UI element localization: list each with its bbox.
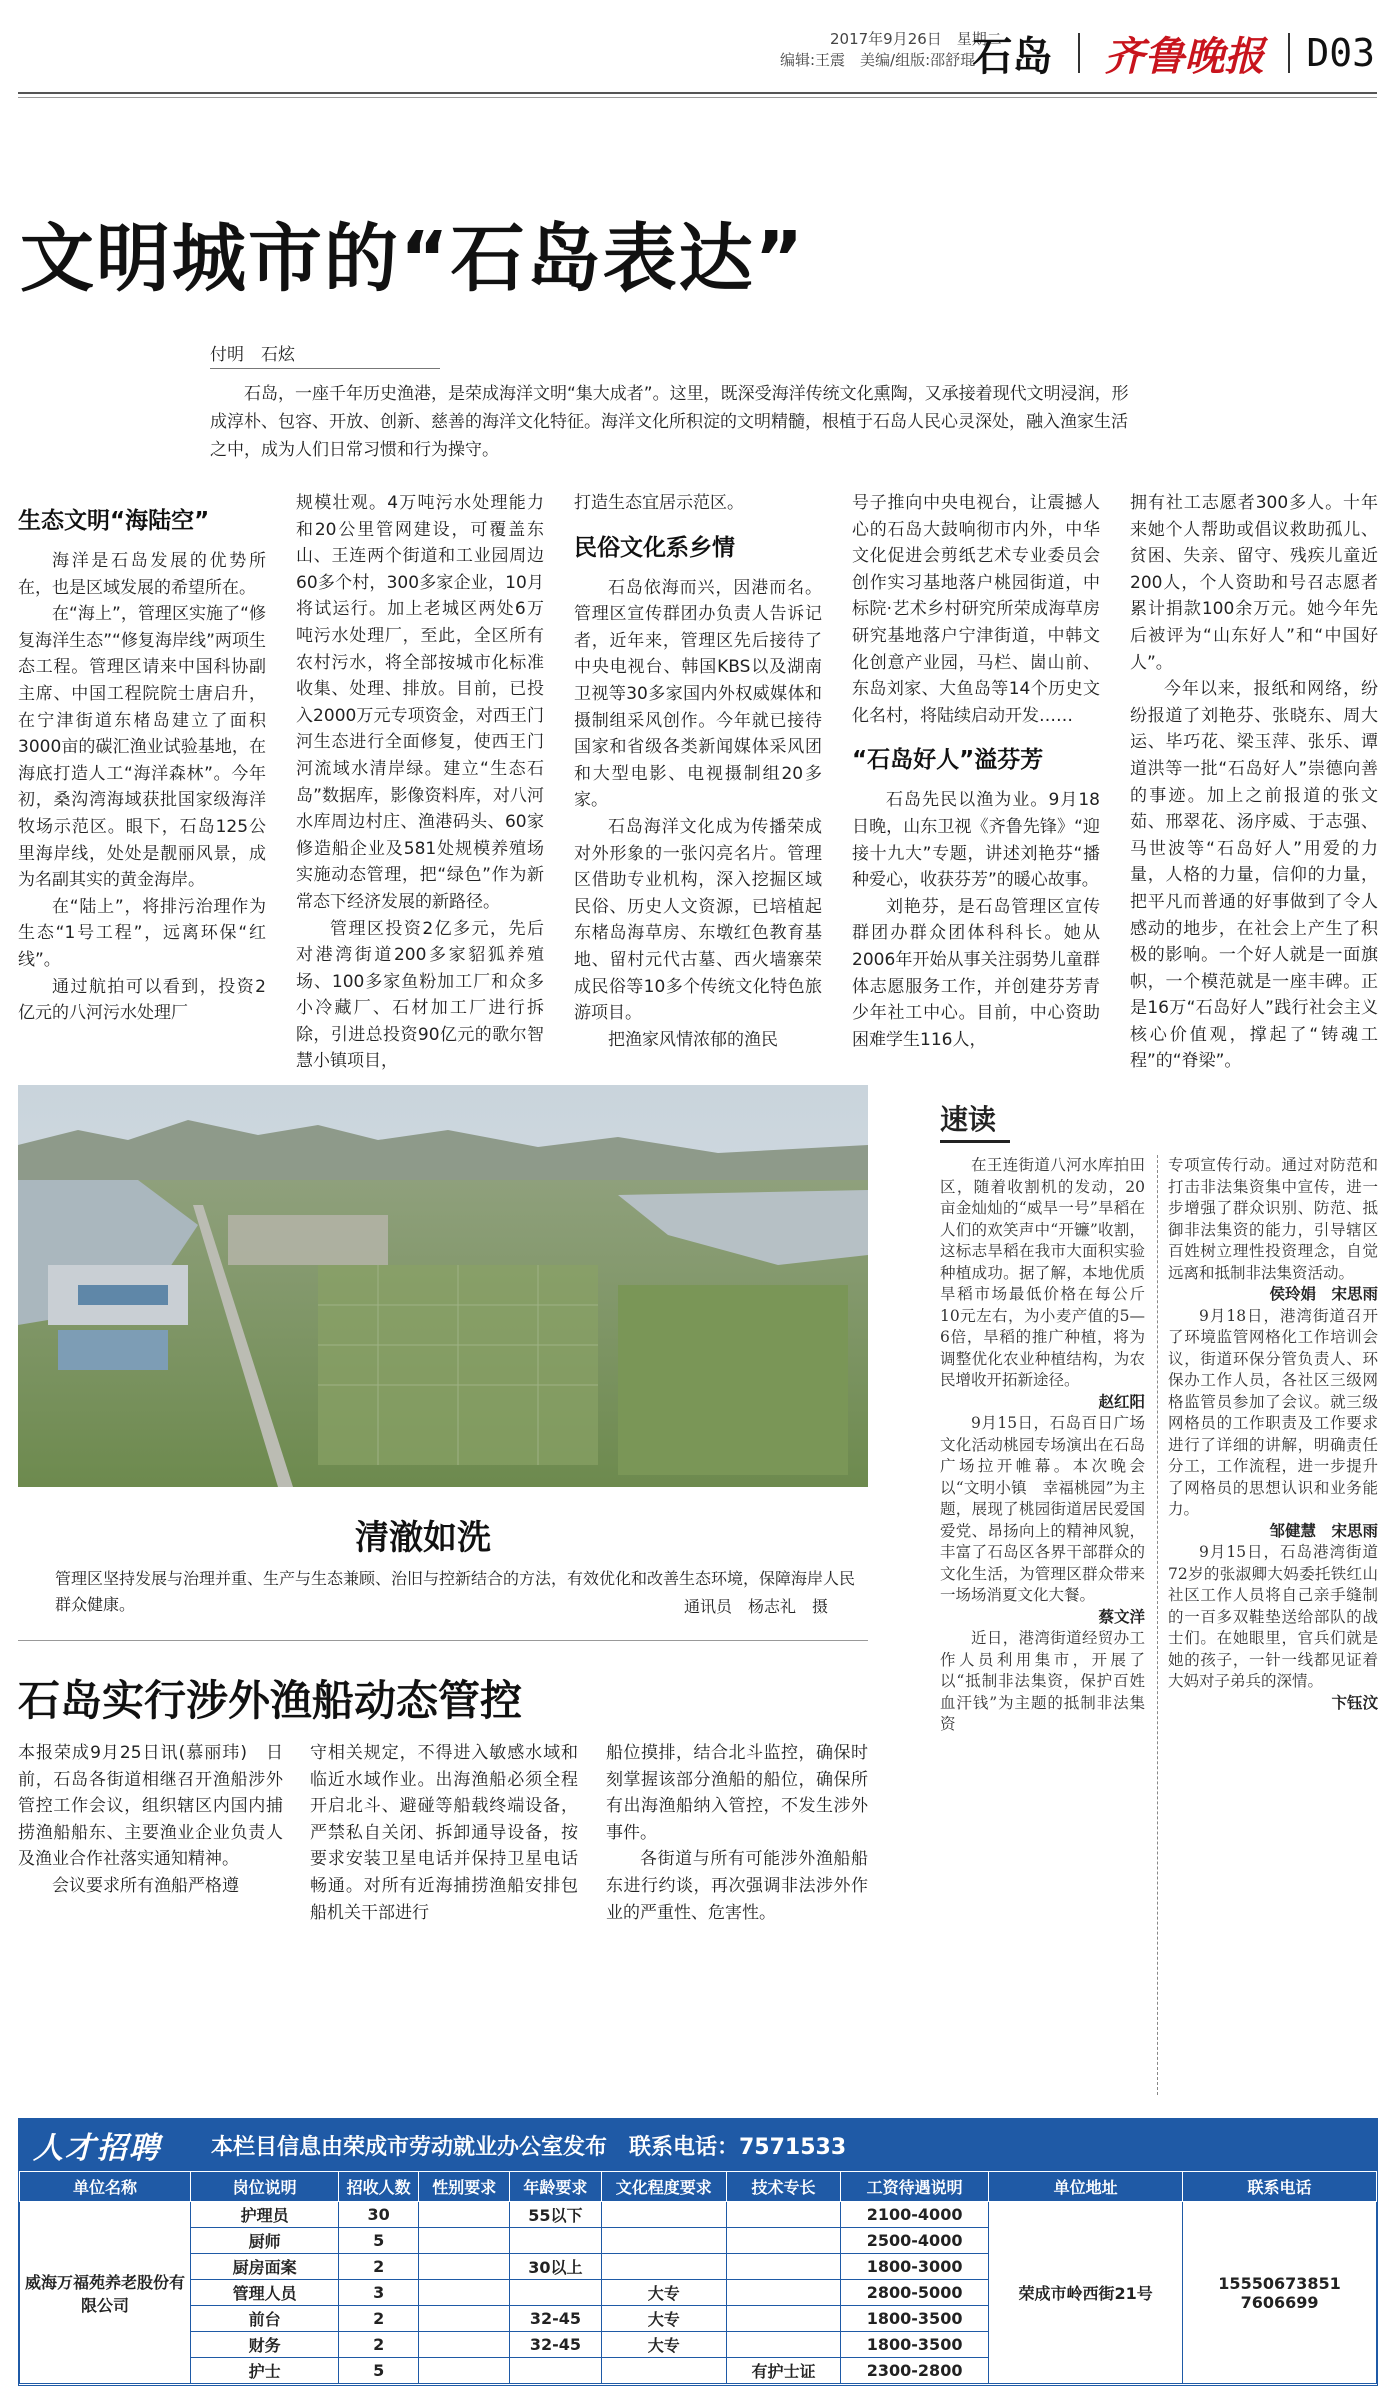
paragraph: 拥有社工志愿者300多人。十年来她个人帮助或倡议救助孤儿、贫困、失亲、留守、残疾儿童近200人，个人资助和号召志愿者累计捐款100余万元。她今年先后被评为“山东好人”和“中国好人”。 (1130, 493, 1378, 673)
company-cell: 威海万福苑养老股份有限公司 (20, 2202, 191, 2384)
masthead-divider (1078, 33, 1080, 73)
table-header: 性别要求 (419, 2172, 510, 2202)
article-col-5 (1130, 490, 1378, 1075)
paragraph: 在“陆上”，将排污治理作为生态“1号工程”，远离环保“红线”。 (18, 896, 266, 970)
paragraph: 规模壮观。4万吨污水处理能力和20公里管网建设，可覆盖东山、王连两个街道和工业园周边60多个村，300多家企业，10月将试运行。加上老城区两处6万吨污水处理厂，至此，全区所有农村污水，将全部按城市化标准收集、处理、排放。目前，已投入2000万元专项资金，对西王门河生态进行全面修复，使西王门河流域水清岸绿。建立“生态石岛”数据库，影像资料库，对八河水库周边村庄、渔港码头、60家修造船企业及581处规模养殖场实施动态管理，把“绿色”作为新常态下经济发展的新路径。 (296, 493, 544, 912)
news-col-3 (606, 1740, 868, 1926)
table-cell: 护士 (191, 2358, 339, 2384)
table-cell: 2100-4000 (840, 2202, 988, 2228)
recruitment-bar (19, 2119, 1377, 2171)
phone-cell: 15550673851 7606699 (1183, 2202, 1377, 2384)
recruitment-table (19, 2171, 1377, 2384)
recruitment-logo: 人才招聘 (33, 2131, 161, 2166)
table-cell: 1800-3000 (840, 2254, 988, 2280)
table-header: 工资待遇说明 (840, 2172, 988, 2202)
brief-underline (940, 1140, 1010, 1143)
masthead (972, 30, 1375, 80)
table-cell: 55以下 (510, 2202, 601, 2228)
paragraph: 各街道与所有可能涉外渔船船东进行约谈，再次强调非法涉外作业的严重性、危害性。 (606, 1849, 868, 1923)
table-cell: 2500-4000 (840, 2228, 988, 2254)
subheading-good-people: “石岛好人”溢芬芳 (852, 747, 1044, 774)
table-cell: 厨师 (191, 2228, 339, 2254)
table-cell (510, 2358, 601, 2384)
paragraph: 石岛海洋文化成为传播荣成对外形象的一张闪亮名片。管理区借助专业机构，深入挖掘区域民俗、历史人文资源，已培植起东楮岛海草房、东墩红色教育基地、留村元代古墓、西火墙寨荣成民俗等10多个传统文化特色旅游项目。 (574, 816, 822, 1024)
table-cell (419, 2358, 510, 2384)
table-cell: 32-45 (510, 2306, 601, 2332)
paragraph: 石岛依海而兴，因港而名。管理区宣传群团办负责人告诉记者，近年来，管理区先后接待了中央电视台、韩国KBS以及湖南卫视等30多家国内外权威媒体和摄制组采风创作。今年就已接待国家和省级各类新闻媒体采风团和大型电影、电视摄制组20多家。 (574, 577, 822, 811)
paragraph: 石岛先民以渔为业。9月18日晚，山东卫视《齐鲁先锋》“迎接十九大”专题，讲述刘艳芬“播种爱心，收获芬芳”的暖心故事。 (852, 790, 1100, 891)
brief-item: 9月15日，石岛港湾街道72岁的张淑卿大妈委托铁红山社区工作人员将自己亲手缝制的一百多双鞋垫送给部队的战士们。在她眼里，官兵们就是她的孩子，一针一线都见证着大妈对子弟兵的深情。 (1168, 1543, 1378, 1690)
table-cell (419, 2280, 510, 2306)
article-col-3 (574, 490, 822, 1053)
lede: 石岛，一座千年历史渔港，是荣成海洋文明“集大成者”。这里，既深受海洋传统文化熏陶，又承接着现代文明浸润，形成淳朴、包容、开放、创新、慈善的海洋文化特征。海洋文化所积淀的文明精髓，根植于石岛人民心灵深处，融入渔家生活之中，成为人们日常习惯和行为操守。 (210, 384, 1129, 460)
paragraph: 今年以来，报纸和网络，纷纷报道了刘艳芬、张晓东、周大运、毕巧花、梁玉萍、张乐、谭道洪等一批“石岛好人”崇德向善的事迹。加上之前报道的张文茹、邢翠花、汤序威、于志强、马世波等“石岛好人”用爱的力量，人格的力量，信仰的力量，把平凡而普通的好事做到了令人感动的地步，在社会上产生了积极的影响。一个好人就是一面旗帜，一个模范就是一座丰碑。正是16万“石岛好人”践行社会主义核心价值观，撑起了“铸魂工程”的“脊梁”。 (1130, 679, 1378, 1072)
table-cell: 2 (339, 2306, 419, 2332)
byline: 付明 石炫 (210, 345, 295, 365)
table-cell (726, 2228, 840, 2254)
paragraph: 号子推向中央电视台，让震撼人心的石岛大鼓响彻市内外，中华文化促进会剪纸艺术专业委员会创作实习基地落户桃园街道，中标院·艺术乡村研究所荣成海草房研究基地落户宁津街道，中韩文化创意产业园，马栏、崮山前、东岛刘家、大鱼岛等14个历史文化名村，将陆续启动开发…… (852, 493, 1100, 726)
brief-title: 速读 (940, 1103, 997, 1136)
news-col-2 (310, 1740, 578, 1926)
table-cell (419, 2202, 510, 2228)
brief-item: 专项宣传行动。通过对防范和打击非法集资集中宣传，进一步增强了群众识别、防范、抵御非法集资的能力，引导辖区百姓树立理性投资理念，自觉远离和抵制非法集资活动。 (1168, 1156, 1378, 1282)
table-header: 联系电话 (1183, 2172, 1377, 2202)
table-cell (601, 2228, 726, 2254)
table-cell: 3 (339, 2280, 419, 2306)
table-cell (726, 2280, 840, 2306)
table-header: 单位地址 (989, 2172, 1183, 2202)
table-cell: 32-45 (510, 2332, 601, 2358)
paragraph: 刘艳芬，是石岛管理区宣传群团办群众团体科科长。她从2006年开始从事关注弱势儿童群体志愿服务工作，并创建芬芳青少年社工中心。目前，中心资助困难学生116人， (852, 896, 1100, 1050)
photo-caption: 管理区坚持发展与治理并重、生产与生态兼顾、治旧与控新结合的方法，有效优化和改善生态环境，保障海岸人民群众健康。 (55, 1569, 856, 1614)
brief-item: 9月18日，港湾街道召开了环境监管网格化工作培训会议，街道环保分管负责人、环保办工作人员，各社区三级网格监管员参加了会议。就三级网格员的工作职责及工作要求进行了详细的讲解，明确责任分工，工作流程，进一步提升了网格员的思想认识和业务能力。 (1168, 1306, 1378, 1518)
table-cell (419, 2332, 510, 2358)
paragraph: 在“海上”，管理区实施了“修复海洋生态”“修复海岸线”两项生态工程。管理区请来中国科协副主席、中国工程院院士唐启升，在宁津街道东楮岛建立了面积3000亩的碳汇渔业试验基地，在海底打造人工“海洋森林”。今年初，桑沟湾海域获批国家级海洋牧场示范区。眼下，石岛125公里海岸线，处处是靓丽风景，成为名副其实的黄金海岸。 (18, 604, 266, 891)
table-cell: 2800-5000 (840, 2280, 988, 2306)
table-cell: 5 (339, 2358, 419, 2384)
table-cell (726, 2202, 840, 2228)
paragraph: 船位摸排，结合北斗监控，确保时刻掌握该部分渔船的船位，确保所有出海渔船纳入管控，不发生涉外事件。 (606, 1743, 868, 1843)
table-header: 文化程度要求 (601, 2172, 726, 2202)
table-header: 单位名称 (20, 2172, 191, 2202)
table-cell (510, 2228, 601, 2254)
table-header: 招收人数 (339, 2172, 419, 2202)
brief-divider (1157, 1155, 1158, 2095)
table-cell: 护理员 (191, 2202, 339, 2228)
table-cell (726, 2254, 840, 2280)
table-cell: 厨房面案 (191, 2254, 339, 2280)
aerial-photo (18, 1085, 868, 1487)
paragraph: 通过航拍可以看到，投资2亿元的八河污水处理厂 (18, 976, 266, 1024)
paragraph: 打造生态宜居示范区。 (574, 493, 744, 513)
table-cell: 1800-3500 (840, 2306, 988, 2332)
byline-rule (210, 368, 440, 369)
news-title: 石岛实行涉外渔船动态管控 (18, 1676, 523, 1725)
paragraph: 海洋是石岛发展的优势所在，也是区域发展的希望所在。 (18, 551, 266, 598)
table-cell: 财务 (191, 2332, 339, 2358)
article-col-2 (296, 490, 544, 1075)
table-header: 技术专长 (726, 2172, 840, 2202)
table-cell (601, 2202, 726, 2228)
paragraph: 会议要求所有渔船严格遵 (52, 1875, 239, 1896)
header-rule-thin (18, 97, 1377, 98)
brief-item: 在王连街道八河水库拍田区，随着收割机的发动，20亩金灿灿的“威旱一号”旱稻在人们的欢笑声中“开镰”收割，这标志旱稻在我市大面积实验种植成功。据了解，本地优质旱稻市场最低价格在每公斤10元左右，为小麦产值的5—6倍，旱稻的推广种植，将为调整优化农业种植结构，为农民增收开拓新途径。 (940, 1156, 1145, 1389)
table-cell: 有护士证 (726, 2358, 840, 2384)
table-cell: 大专 (601, 2280, 726, 2306)
table-cell: 5 (339, 2228, 419, 2254)
table-cell: 管理人员 (191, 2280, 339, 2306)
brief-signature: 卞钰汶 (1331, 1693, 1378, 1712)
table-cell: 2 (339, 2332, 419, 2358)
recruitment-notice: 本栏目信息由荣成市劳动就业办公室发布 联系电话：7571533 (211, 2134, 847, 2160)
masthead-divider (1288, 33, 1290, 73)
brief-item: 近日，港湾街道经贸办工作人员利用集市，开展了以“抵制非法集资，保护百姓血汗钱”为主题的抵制非法集资 (940, 1629, 1145, 1733)
page-title: 文明城市的“石岛表达” (20, 216, 806, 302)
brief-col-b (1168, 1155, 1378, 1714)
table-cell (601, 2358, 726, 2384)
table-cell (419, 2228, 510, 2254)
table-cell: 30 (339, 2202, 419, 2228)
table-cell: 2 (339, 2254, 419, 2280)
table-cell (510, 2280, 601, 2306)
article-col-1 (18, 500, 266, 1027)
table-cell (601, 2254, 726, 2280)
address-cell: 荣成市岭西街21号 (989, 2202, 1183, 2384)
table-cell (419, 2306, 510, 2332)
table-cell: 大专 (601, 2332, 726, 2358)
table-row (20, 2202, 1377, 2228)
table-cell: 大专 (601, 2306, 726, 2332)
brief-signature: 蔡文洋 (1098, 1607, 1145, 1626)
table-cell: 前台 (191, 2306, 339, 2332)
news-col-1 (18, 1740, 283, 1900)
article-col-4 (852, 490, 1100, 1053)
newspaper-logo: 齐鲁晚报 (1104, 32, 1265, 80)
section-name: 石岛 (972, 32, 1053, 80)
subheading-ecology: 生态文明“海陆空” (18, 508, 210, 534)
brief-signature: 赵红阳 (1098, 1392, 1145, 1411)
brief-signature: 侯玲娟 宋思雨 (1269, 1285, 1378, 1303)
subheading-folk: 民俗文化系乡情 (574, 534, 735, 561)
paragraph: 把渔家风情浓郁的渔民 (608, 1029, 778, 1050)
table-header: 年龄要求 (510, 2172, 601, 2202)
table-cell: 30以上 (510, 2254, 601, 2280)
table-cell: 1800-3500 (840, 2332, 988, 2358)
header-rule (18, 92, 1377, 94)
recruitment-box (18, 2118, 1378, 2386)
brief-signature: 邹健慧 宋思雨 (1269, 1521, 1378, 1540)
table-cell: 2300-2800 (840, 2358, 988, 2384)
table-cell (419, 2254, 510, 2280)
brief-col-a (940, 1155, 1145, 1736)
brief-item: 9月15日，石岛百日广场文化活动桃园专场演出在石岛广场拉开帷幕。本次晚会以“文明小镇 幸福桃园”为主题，展现了桃园街道居民爱国爱党、昂扬向上的精神风貌，丰富了石岛区各界干部群众的文化生活，为管理区群众带来一场场消夏文化大餐。 (940, 1414, 1145, 1604)
photo-title: 清澈如洗 (355, 1518, 491, 1558)
divider (18, 1640, 868, 1641)
table-cell (726, 2306, 840, 2332)
paragraph: 管理区投资2亿多元，先后对港湾街道200多家貂狐养殖场、100多家鱼粉加工厂和众多小冷藏厂、石材加工厂进行拆除，引进总投资90亿元的歌尔智慧小镇项目， (296, 918, 544, 1072)
header-editors: 编辑:王震 美编/组版:邵舒琨 (780, 51, 976, 69)
header-date: 2017年9月26日 星期二 (830, 30, 1002, 48)
table-header: 岗位说明 (191, 2172, 339, 2202)
page-number: D03 (1306, 31, 1375, 75)
photo-credit: 通讯员 杨志礼 摄 (684, 1597, 829, 1616)
paragraph: 本报荣成9月25日讯(慕丽玮) 日前，石岛各街道相继召开渔船涉外管控工作会议，组织辖区内国内捕捞渔船船东、主要渔业企业负责人及渔业合作社落实通知精神。 (18, 1743, 283, 1870)
table-cell (726, 2332, 840, 2358)
paragraph: 守相关规定，不得进入敏感水域和临近水域作业。出海渔船必须全程开启北斗、避碰等船载终端设备，严禁私自关闭、拆卸通导设备，按要求安装卫星电话并保持卫星电话畅通。对所有近海捕捞渔船安排包船机关干部进行 (310, 1743, 578, 1923)
